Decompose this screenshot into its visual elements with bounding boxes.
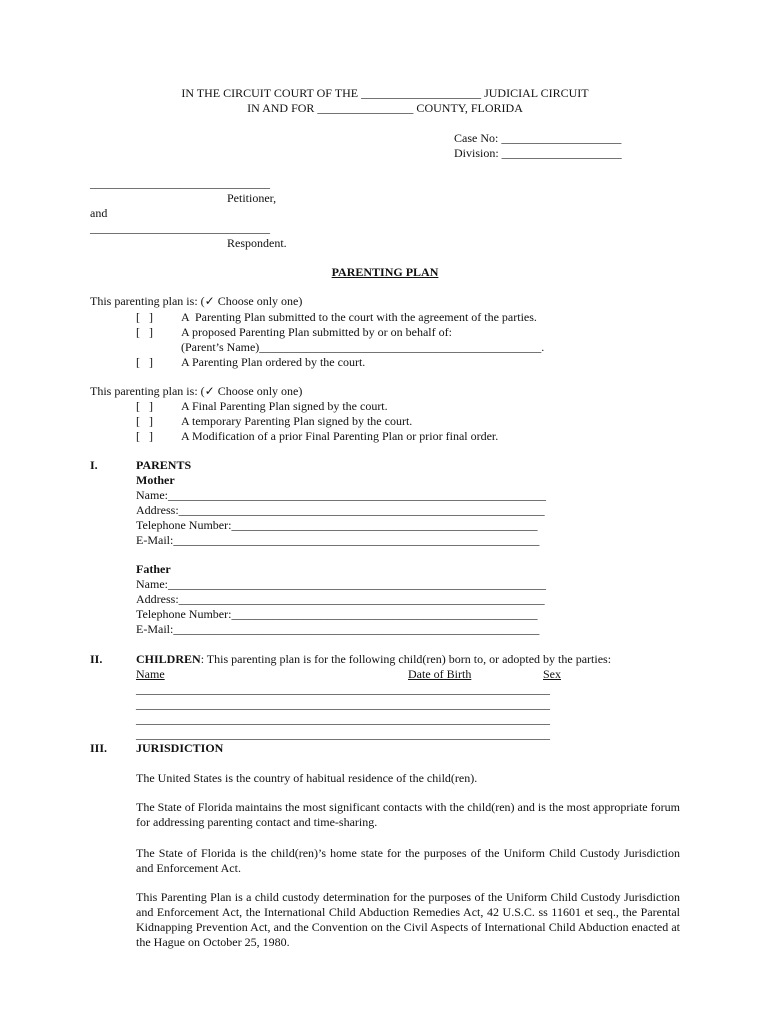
child-row-2[interactable]: _____________________________________________________________________ [136,697,550,711]
mother-label: Mother [136,473,175,487]
document-title: PARENTING PLAN [331,265,439,279]
respondent-name-line[interactable]: ______________________________ [90,221,270,235]
checkbox-agreement[interactable]: [ ] [136,310,153,324]
jurisdiction-paragraph-3: The State of Florida is the child(ren)’s home state for the purposes of the Uniform Child Custody Jurisdiction and Enforcement Act. [136,846,680,875]
child-row-1[interactable]: _____________________________________________________________________ [136,682,550,696]
option-temporary-label: A temporary Parenting Plan signed by the court. [181,414,413,428]
option-ordered-label: A Parenting Plan ordered by the court. [181,355,366,369]
mother-name-field[interactable]: Name:_______________________________________________________________ [136,488,546,502]
and-label: and [90,206,108,220]
father-address-field[interactable]: Address:_____________________________________________________________ [136,592,545,606]
checkbox-proposed[interactable]: [ ] [136,325,153,339]
father-phone-field[interactable]: Telephone Number:___________________________________________________ [136,607,538,621]
checkbox-modification[interactable]: [ ] [136,429,153,443]
section-2-heading: CHILDREN [136,652,201,666]
father-label: Father [136,562,171,576]
column-dob-header: Date of Birth [408,667,472,681]
section-1-heading: PARENTS [136,458,192,472]
petitioner-name-line[interactable]: ______________________________ [90,176,270,190]
column-name-header: Name [136,667,165,681]
option-agreement-label: A Parenting Plan submitted to the court with the agreement of the parties. [181,310,537,324]
children-intro-text: : This parenting plan is for the following child(ren) born to, or adopted by the parties: [200,652,612,666]
mother-address-field[interactable]: Address:_____________________________________________________________ [136,503,545,517]
plan-type-prompt-2: This parenting plan is: (✓ Choose only one) [90,384,303,398]
column-sex-header: Sex [543,667,561,681]
checkbox-final[interactable]: [ ] [136,399,153,413]
petitioner-label: Petitioner, [227,191,277,205]
plan-type-prompt-1: This parenting plan is: (✓ Choose only one) [90,294,303,308]
option-final-label: A Final Parenting Plan signed by the court. [181,399,388,413]
father-email-field[interactable]: E-Mail:_____________________________________________________________ [136,622,540,636]
section-3-heading: JURISDICTION [136,741,224,755]
respondent-label: Respondent. [227,236,287,250]
option-proposed-label: A proposed Parenting Plan submitted by or on behalf of: [181,325,452,339]
child-row-3[interactable]: _____________________________________________________________________ [136,712,550,726]
parent-name-field[interactable]: (Parent’s Name)_______________________________________________. [181,340,545,354]
court-heading-line2: IN AND FOR ________________ COUNTY, FLORIDA [247,101,523,115]
case-number-field[interactable]: Case No: ____________________ [454,131,622,145]
option-modification-label: A Modification of a prior Final Parenting Plan or prior final order. [181,429,499,443]
jurisdiction-paragraph-1: The United States is the country of habitual residence of the child(ren). [136,771,478,785]
section-1-number: I. [90,458,98,472]
child-row-4[interactable]: _____________________________________________________________________ [136,727,550,741]
father-name-field[interactable]: Name:_______________________________________________________________ [136,577,546,591]
jurisdiction-paragraph-2: The State of Florida maintains the most significant contacts with the child(ren) and is the most appropriate forum for addressing parenting contact and time-sharing. [136,800,680,829]
children-intro [136,652,611,667]
division-field[interactable]: Division: ____________________ [454,146,622,160]
checkbox-ordered[interactable]: [ ] [136,355,153,369]
section-2-number: II. [90,652,103,666]
section-3-number: III. [90,741,108,755]
checkbox-temporary[interactable]: [ ] [136,414,153,428]
mother-email-field[interactable]: E-Mail:_____________________________________________________________ [136,533,540,547]
mother-phone-field[interactable]: Telephone Number:___________________________________________________ [136,518,538,532]
court-heading-line1: IN THE CIRCUIT COURT OF THE ____________________ JUDICIAL CIRCUIT [181,86,589,100]
jurisdiction-paragraph-4: This Parenting Plan is a child custody determination for the purposes of the Uniform Child Custody Jurisdiction and Enforcement Act, the International Child Abduction Remedies Act, 42 U.S.C. ss 11601 et seq., the Parental Kidnapping Prevention Act, and the Convention on the Civil Aspects of International Child Abduction enacted at the Hague on October 25, 1980. [136,890,680,949]
